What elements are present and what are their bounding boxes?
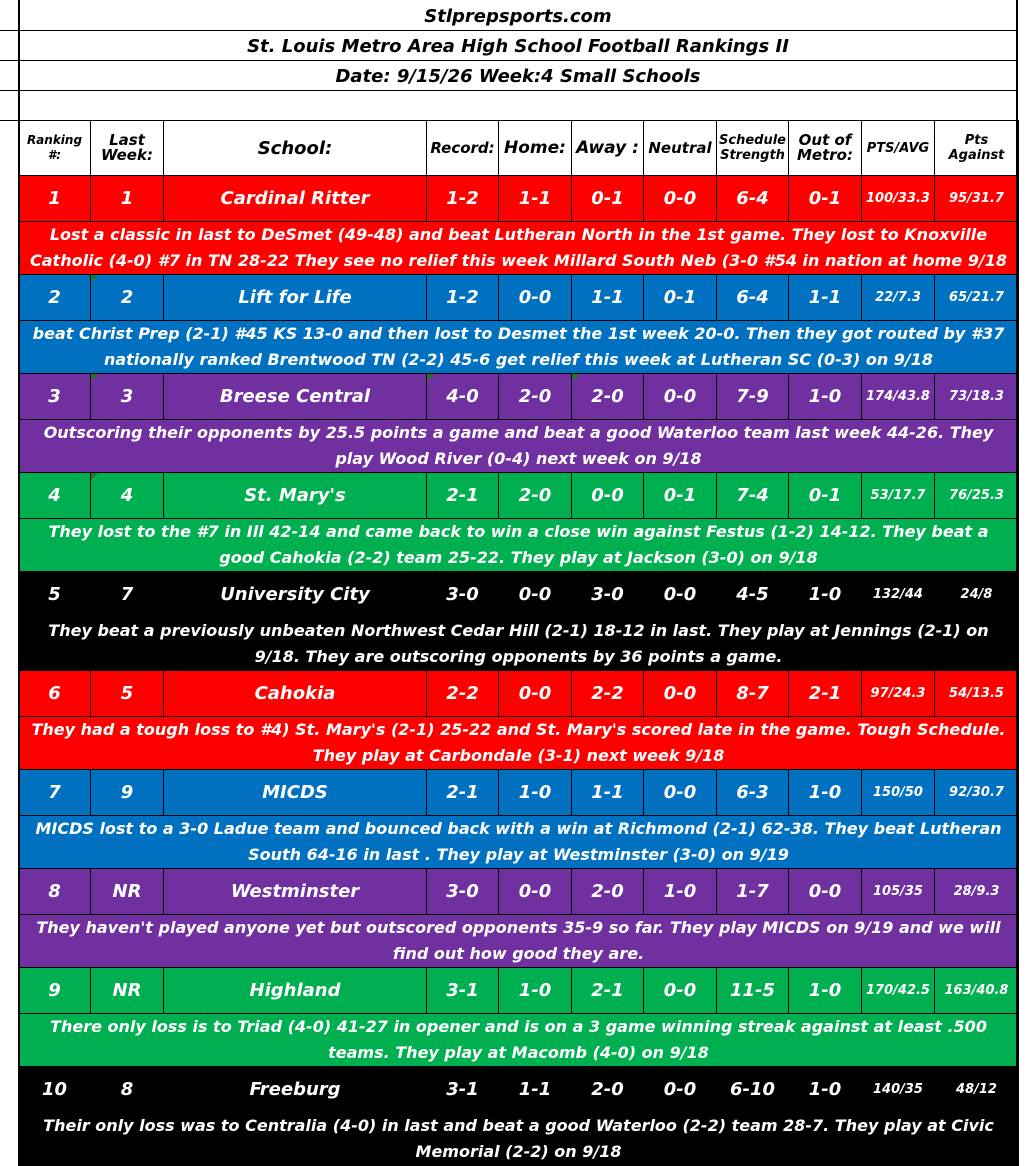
record-cell: 3-0 xyxy=(427,572,499,618)
last-week-cell: 2 xyxy=(91,275,164,321)
rank-cell: 6 xyxy=(19,671,91,717)
neutral-cell: 0-0 xyxy=(644,770,717,816)
pts-avg-cell: 174/43.8 xyxy=(862,374,935,420)
neutral-cell: 0-0 xyxy=(644,374,717,420)
record-cell: 3-1 xyxy=(427,1067,499,1113)
neutral-cell: 0-0 xyxy=(644,671,717,717)
record-cell: 3-1 xyxy=(427,968,499,1014)
school-cell: Highland xyxy=(164,968,427,1014)
away-cell: 2-0 xyxy=(572,869,644,915)
home-cell: 2-0 xyxy=(499,473,572,519)
record-cell: 2-2 xyxy=(427,671,499,717)
last-week-cell: NR xyxy=(91,869,164,915)
school-cell: University City xyxy=(164,572,427,618)
pts-avg-cell: 170/42.5 xyxy=(862,968,935,1014)
pts-against-cell: 28/9.3 xyxy=(935,869,1019,915)
team-note: Their only loss was to Centralia (4-0) in last and beat a good Waterloo (2-2) team 28-7. They play at Civic Memorial (2-2) on 9/18 xyxy=(19,1113,1019,1166)
school-cell: Westminster xyxy=(164,869,427,915)
pts-avg-cell: 140/35 xyxy=(862,1067,935,1113)
page-subtitle: Date: 9/15/26 Week:4 Small Schools xyxy=(18,62,1018,91)
team-note: MICDS lost to a 3-0 Ladue team and bounced back with a win at Richmond (2-1) 62-38. They beat Lutheran South 64-16 in last . They play at Westminster (3-0) on 9/19 xyxy=(19,816,1019,869)
school-cell: Freeburg xyxy=(164,1067,427,1113)
neutral-cell: 0-0 xyxy=(644,1067,717,1113)
team-note: Lost a classic in last to DeSmet (49-48) and beat Lutheran North in the 1st game. They lost to Knoxville Catholic (4-0) #7 in TN 28-22 They see no relief this week Millard South Neb (3-0 #54 in nation at home 9/18 xyxy=(19,222,1019,275)
away-cell: 2-0 xyxy=(572,1067,644,1113)
away-cell: 1-1 xyxy=(572,275,644,321)
gutter-line xyxy=(0,30,18,31)
col-home: Home: xyxy=(499,121,572,176)
neutral-cell: 0-1 xyxy=(644,275,717,321)
col-pts-avg: PTS/AVG xyxy=(862,121,935,176)
pts-avg-cell: 22/7.3 xyxy=(862,275,935,321)
team-row xyxy=(19,473,1019,519)
home-cell: 0-0 xyxy=(499,671,572,717)
schedule-strength-cell: 1-7 xyxy=(717,869,789,915)
team-note: They beat a previously unbeaten Northwest Cedar Hill (2-1) 18-12 in last. They play at Jennings (2-1) on 9/18. They are outscoring opponents by 36 points a game. xyxy=(19,618,1019,671)
last-week-cell: NR xyxy=(91,968,164,1014)
team-note-row xyxy=(19,1113,1019,1166)
neutral-cell: 0-0 xyxy=(644,968,717,1014)
record-cell: 1-2 xyxy=(427,176,499,222)
neutral-cell: 0-0 xyxy=(644,572,717,618)
away-cell: 3-0 xyxy=(572,572,644,618)
col-pts-against: Pts Against xyxy=(935,121,1019,176)
team-note: They had a tough loss to #4) St. Mary's (2-1) 25-22 and St. Mary's scored late in the game. Tough Schedule. They play at Carbondale (3-1) next week 9/18 xyxy=(19,717,1019,770)
rankings-table xyxy=(18,120,1019,1166)
pts-against-cell: 95/31.7 xyxy=(935,176,1019,222)
home-cell: 0-0 xyxy=(499,869,572,915)
neutral-cell: 0-1 xyxy=(644,473,717,519)
team-row xyxy=(19,770,1019,816)
school-cell: Lift for Life xyxy=(164,275,427,321)
home-cell: 1-1 xyxy=(499,176,572,222)
rank-cell: 4 xyxy=(19,473,91,519)
col-last-week: Last Week: xyxy=(91,121,164,176)
pts-against-cell: 76/25.3 xyxy=(935,473,1019,519)
record-cell: 2-1 xyxy=(427,473,499,519)
away-cell: 2-2 xyxy=(572,671,644,717)
rank-cell: 7 xyxy=(19,770,91,816)
team-row xyxy=(19,869,1019,915)
team-note-row xyxy=(19,420,1019,473)
last-week-cell: 1 xyxy=(91,176,164,222)
team-note-row xyxy=(19,717,1019,770)
school-cell: Breese Central xyxy=(164,374,427,420)
out-of-metro-cell: 1-1 xyxy=(789,275,862,321)
team-row xyxy=(19,275,1019,321)
school-cell: Cardinal Ritter xyxy=(164,176,427,222)
team-row xyxy=(19,374,1019,420)
gutter-line xyxy=(0,120,18,121)
team-note: They haven't played anyone yet but outscored opponents 35-9 so far. They play MICDS on 9/19 and we will find out how good they are. xyxy=(19,915,1019,968)
team-note: Outscoring their opponents by 25.5 points a game and beat a good Waterloo team last week 44-26. They play Wood River (0-4) next week on 9/18 xyxy=(19,420,1019,473)
last-week-cell: 9 xyxy=(91,770,164,816)
rank-cell: 8 xyxy=(19,869,91,915)
away-cell: 1-1 xyxy=(572,770,644,816)
away-cell: 0-1 xyxy=(572,176,644,222)
out-of-metro-cell: 0-1 xyxy=(789,176,862,222)
col-school: School: xyxy=(164,121,427,176)
pts-against-cell: 54/13.5 xyxy=(935,671,1019,717)
last-week-cell: 5 xyxy=(91,671,164,717)
pts-avg-cell: 100/33.3 xyxy=(862,176,935,222)
col-out-of-metro: Out of Metro: xyxy=(789,121,862,176)
pts-avg-cell: 105/35 xyxy=(862,869,935,915)
rank-cell: 5 xyxy=(19,572,91,618)
pts-avg-cell: 53/17.7 xyxy=(862,473,935,519)
schedule-strength-cell: 4-5 xyxy=(717,572,789,618)
out-of-metro-cell: 1-0 xyxy=(789,968,862,1014)
school-cell: MICDS xyxy=(164,770,427,816)
schedule-strength-cell: 7-9 xyxy=(717,374,789,420)
team-row xyxy=(19,968,1019,1014)
pts-avg-cell: 150/50 xyxy=(862,770,935,816)
home-cell: 1-0 xyxy=(499,770,572,816)
schedule-strength-cell: 6-4 xyxy=(717,176,789,222)
rank-cell: 10 xyxy=(19,1067,91,1113)
team-note-row xyxy=(19,816,1019,869)
school-cell: St. Mary's xyxy=(164,473,427,519)
team-row xyxy=(19,1067,1019,1113)
pts-against-cell: 73/18.3 xyxy=(935,374,1019,420)
home-cell: 1-1 xyxy=(499,1067,572,1113)
out-of-metro-cell: 0-1 xyxy=(789,473,862,519)
pts-avg-cell: 97/24.3 xyxy=(862,671,935,717)
out-of-metro-cell: 0-0 xyxy=(789,869,862,915)
record-cell: 4-0 xyxy=(427,374,499,420)
header-row xyxy=(19,121,1019,176)
col-record: Record: xyxy=(427,121,499,176)
col-neutral: Neutral xyxy=(644,121,717,176)
team-note: beat Christ Prep (2-1) #45 KS 13-0 and then lost to Desmet the 1st week 20-0. Then they got routed by #37 nationally ranked Brentwood TN (2-2) 45-6 get relief this week at Lutheran SC (0-3) on 9/18 xyxy=(19,321,1019,374)
rank-cell: 2 xyxy=(19,275,91,321)
team-note-row xyxy=(19,321,1019,374)
last-week-cell: 7 xyxy=(91,572,164,618)
record-cell: 3-0 xyxy=(427,869,499,915)
schedule-strength-cell: 6-3 xyxy=(717,770,789,816)
school-cell: Cahokia xyxy=(164,671,427,717)
schedule-strength-cell: 11-5 xyxy=(717,968,789,1014)
team-note-row xyxy=(19,1014,1019,1067)
rank-cell: 3 xyxy=(19,374,91,420)
pts-against-cell: 24/8 xyxy=(935,572,1019,618)
record-cell: 2-1 xyxy=(427,770,499,816)
team-note: There only loss is to Triad (4-0) 41-27 in opener and is on a 3 game winning streak against at least .500 teams. They play at Macomb (4-0) on 9/18 xyxy=(19,1014,1019,1067)
record-cell: 1-2 xyxy=(427,275,499,321)
gutter-line xyxy=(0,60,18,61)
pts-against-cell: 163/40.8 xyxy=(935,968,1019,1014)
away-cell: 0-0 xyxy=(572,473,644,519)
last-week-cell: 4 xyxy=(91,473,164,519)
team-row xyxy=(19,572,1019,618)
last-week-cell: 8 xyxy=(91,1067,164,1113)
pts-against-cell: 65/21.7 xyxy=(935,275,1019,321)
col-away: Away : xyxy=(572,121,644,176)
pts-avg-cell: 132/44 xyxy=(862,572,935,618)
team-row xyxy=(19,671,1019,717)
home-cell: 0-0 xyxy=(499,275,572,321)
schedule-strength-cell: 6-4 xyxy=(717,275,789,321)
out-of-metro-cell: 1-0 xyxy=(789,374,862,420)
team-row xyxy=(19,176,1019,222)
out-of-metro-cell: 1-0 xyxy=(789,572,862,618)
team-note-row xyxy=(19,519,1019,572)
team-note-row xyxy=(19,222,1019,275)
col-schedule-strength: Schedule Strength xyxy=(717,121,789,176)
col-rank: Ranking #: xyxy=(19,121,91,176)
home-cell: 0-0 xyxy=(499,572,572,618)
pts-against-cell: 48/12 xyxy=(935,1067,1019,1113)
neutral-cell: 1-0 xyxy=(644,869,717,915)
team-note-row xyxy=(19,618,1019,671)
team-note: They lost to the #7 in Ill 42-14 and came back to win a close win against Festus (1-2) 14-12. They beat a good Cahokia (2-2) team 25-22. They play at Jackson (3-0) on 9/18 xyxy=(19,519,1019,572)
away-cell: 2-0 xyxy=(572,374,644,420)
home-cell: 2-0 xyxy=(499,374,572,420)
out-of-metro-cell: 1-0 xyxy=(789,770,862,816)
out-of-metro-cell: 1-0 xyxy=(789,1067,862,1113)
home-cell: 1-0 xyxy=(499,968,572,1014)
team-note-row xyxy=(19,915,1019,968)
site-name: Stlprepsports.com xyxy=(18,2,1018,31)
neutral-cell: 0-0 xyxy=(644,176,717,222)
rank-cell: 1 xyxy=(19,176,91,222)
gutter-line xyxy=(0,90,18,91)
away-cell: 2-1 xyxy=(572,968,644,1014)
page-title: St. Louis Metro Area High School Football Rankings II xyxy=(18,32,1018,61)
rank-cell: 9 xyxy=(19,968,91,1014)
schedule-strength-cell: 6-10 xyxy=(717,1067,789,1113)
schedule-strength-cell: 7-4 xyxy=(717,473,789,519)
schedule-strength-cell: 8-7 xyxy=(717,671,789,717)
blank-row xyxy=(18,92,1018,121)
pts-against-cell: 92/30.7 xyxy=(935,770,1019,816)
out-of-metro-cell: 2-1 xyxy=(789,671,862,717)
last-week-cell: 3 xyxy=(91,374,164,420)
